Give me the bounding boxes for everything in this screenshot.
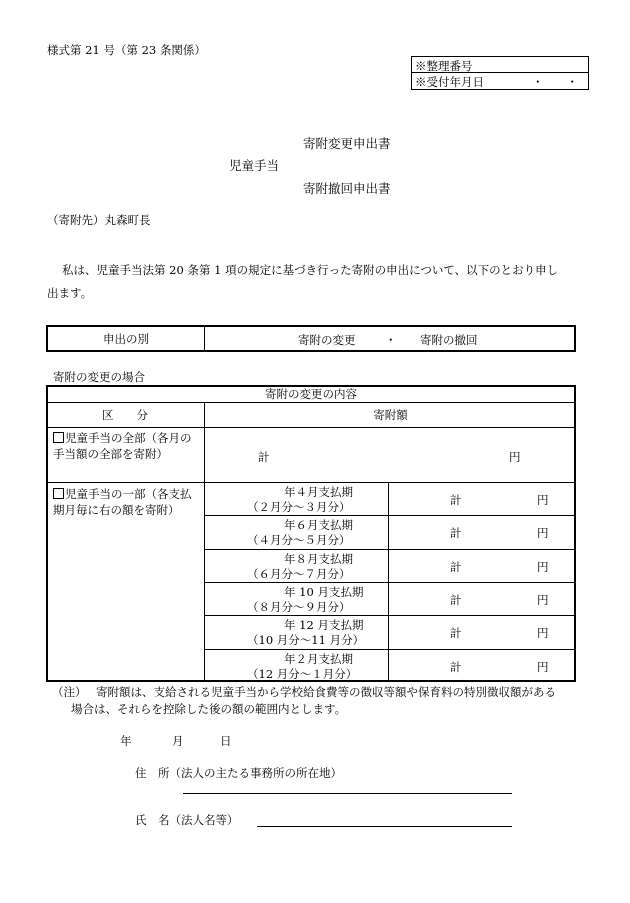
period-total-label: 計 [450,493,462,507]
all-total-label: 計 [258,450,270,464]
checkbox-all[interactable] [53,432,64,443]
note-line-2: 場合は、それらを控除した後の額の範囲内とします。 [71,702,347,716]
period-name: 年２月支払期 [284,652,353,666]
column-header-amount: 寄附額 [373,408,408,422]
period-yen-label: 円 [537,660,549,674]
partial-label-line2: 期月毎に右の額を寄附） [53,503,180,517]
period-total-label: 計 [450,560,462,574]
option-change[interactable]: 寄附の変更 [298,333,356,347]
period-name: 年６月支払期 [284,518,353,532]
form-number: 様式第 21 号（第 23 条関係） [47,43,206,57]
period-yen-label: 円 [537,493,549,507]
period-name: 年８月支払期 [284,552,353,566]
title-withdraw: 寄附撤回申出書 [303,181,391,196]
all-label-line2: 手当額の全部を寄附） [53,447,168,461]
date-year: 年 [120,734,132,748]
period-yen-label: 円 [537,593,549,607]
period-yen-label: 円 [537,526,549,540]
reception-date-label: ※受付年月日 [415,75,484,89]
period-months: （２月分～３月分） [247,500,351,514]
partial-label-line1: 児童手当の一部（各支払 [53,486,192,502]
reference-number-label: ※整理番号 [415,59,473,73]
period-months: （４月分～５月分） [247,533,351,547]
period-name: 年４月支払期 [284,485,353,499]
option-separator: ・ [385,333,397,347]
period-months: （８月分～９月分） [247,600,351,614]
title-prefix: 児童手当 [229,158,280,173]
table-header: 寄附の変更の内容 [265,387,357,401]
period-total-label: 計 [450,626,462,640]
note-line-1: 寄附額は、支給される児童手当から学校給食費等の徴収等額や保育料の特別徴収額がある [96,685,556,699]
addressee: （寄附先）丸森町長 [47,213,151,227]
address-field[interactable] [183,793,512,794]
option-withdraw[interactable]: 寄附の撤回 [420,333,478,347]
title-change: 寄附変更申出書 [303,136,391,151]
period-total-label: 計 [450,526,462,540]
period-name: 年 10 月支払期 [284,585,364,599]
address-label: 住 所（法人の主たる事務所の所在地） [135,766,342,780]
column-header-category: 区 分 [102,408,148,422]
date-day: 日 [220,734,232,748]
intro-line-2: 出ます。 [47,286,93,300]
period-months: （12 月分～１月分） [247,667,358,681]
period-months: （６月分～７月分） [247,567,351,581]
change-section-label: 寄附の変更の場合 [53,370,145,384]
date-month: 月 [172,734,184,748]
all-yen-label: 円 [509,450,521,464]
name-label: 氏 名（法人名等） [135,813,239,827]
checkbox-partial[interactable] [53,488,64,499]
all-label-line1: 児童手当の全部（各月の [53,430,192,446]
period-months: （10 月分～11 月分） [247,633,365,647]
note-label: （注） [52,685,87,699]
request-type-label: 申出の別 [103,331,149,346]
reception-date-dots: ・ ・ [532,75,578,89]
period-total-label: 計 [450,593,462,607]
intro-line-1: 私は、児童手当法第 20 条第 1 項の規定に基づき行った寄附の申出について、以下のとおり申し [62,263,559,277]
period-total-label: 計 [450,660,462,674]
name-field[interactable] [257,826,512,827]
period-yen-label: 円 [537,560,549,574]
period-name: 年 12 月支払期 [284,618,364,632]
period-yen-label: 円 [537,626,549,640]
